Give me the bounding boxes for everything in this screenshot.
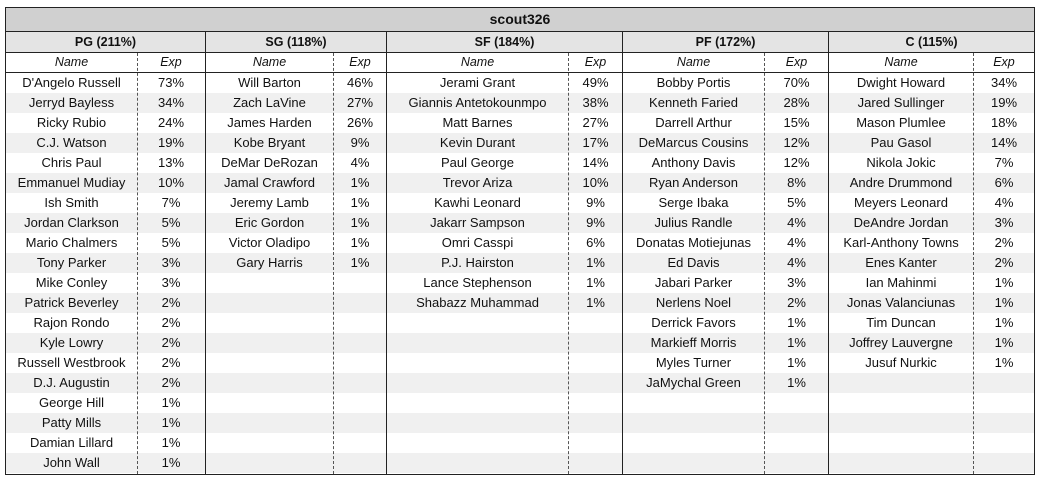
position-group [828, 32, 1034, 474]
player-name: Mike Conley [35, 275, 108, 290]
player-exposure: 27% [346, 95, 374, 110]
position-group [622, 32, 828, 474]
player-name: James Harden [227, 115, 312, 130]
table-row [6, 333, 205, 353]
table-row [6, 393, 205, 413]
table-row [829, 433, 1034, 453]
player-exposure: 9% [350, 135, 370, 150]
table-row [387, 413, 622, 433]
player-name: DeMar DeRozan [221, 155, 318, 170]
table-row [387, 253, 622, 273]
column-divider [764, 53, 765, 474]
player-name: Jakarr Sampson [430, 215, 525, 230]
player-exposure: 1% [161, 435, 181, 450]
player-exposure: 1% [994, 335, 1014, 350]
player-name: Jusuf Nurkic [865, 355, 937, 370]
table-row [206, 113, 386, 133]
table-row [387, 153, 622, 173]
player-name: Darrell Arthur [655, 115, 732, 130]
player-name: Zach LaVine [233, 95, 306, 110]
table-row [829, 233, 1034, 253]
table-row [387, 293, 622, 313]
group-header: C (115%) [829, 32, 1034, 53]
exp-column-header: Exp [160, 55, 182, 69]
player-name: Andre Drummond [849, 175, 953, 190]
table-row [623, 393, 828, 413]
player-exposure: 5% [161, 235, 181, 250]
player-name: Serge Ibaka [658, 195, 729, 210]
table-row [6, 153, 205, 173]
table-row [623, 293, 828, 313]
table-row [387, 333, 622, 353]
name-column-header: Name [676, 55, 711, 69]
player-exposure: 1% [994, 355, 1014, 370]
player-exposure: 2% [161, 355, 181, 370]
player-name: Bobby Portis [656, 75, 731, 90]
player-exposure: 9% [586, 215, 605, 230]
player-exposure: 1% [350, 175, 370, 190]
table-row [623, 193, 828, 213]
player-exposure: 1% [350, 195, 370, 210]
table-row [829, 213, 1034, 233]
table-row [6, 233, 205, 253]
player-name: Myles Turner [655, 355, 732, 370]
player-exposure: 1% [787, 335, 806, 350]
player-name: Ish Smith [44, 195, 99, 210]
table-row [206, 193, 386, 213]
player-name: Chris Paul [41, 155, 102, 170]
table-row [387, 73, 622, 93]
table-row [6, 253, 205, 273]
player-exposure: 1% [350, 215, 370, 230]
table-row [206, 433, 386, 453]
column-header-row [387, 53, 622, 73]
player-name: JaMychal Green [646, 375, 741, 390]
player-list [623, 73, 828, 473]
player-name: Mason Plumlee [856, 115, 946, 130]
player-exposure: 46% [346, 75, 374, 90]
table-row [6, 453, 205, 473]
player-exposure: 34% [157, 95, 185, 110]
player-exposure: 5% [787, 195, 806, 210]
player-name: Kobe Bryant [233, 135, 306, 150]
player-name: Ricky Rubio [36, 115, 107, 130]
player-name: John Wall [43, 455, 100, 470]
table-row [623, 233, 828, 253]
player-name: Meyers Leonard [854, 195, 948, 210]
player-exposure: 4% [350, 155, 370, 170]
table-row [206, 393, 386, 413]
table-row [387, 93, 622, 113]
player-name: D.J. Augustin [33, 375, 110, 390]
table-row [387, 353, 622, 373]
player-exposure: 5% [161, 215, 181, 230]
name-column-header: Name [252, 55, 287, 69]
name-column-header: Name [54, 55, 89, 69]
player-exposure: 3% [787, 275, 806, 290]
player-name: Kyle Lowry [39, 335, 104, 350]
player-name: Paul George [441, 155, 514, 170]
player-name: Ed Davis [667, 255, 720, 270]
table-row [387, 133, 622, 153]
column-header-row [829, 53, 1034, 73]
player-name: Rajon Rondo [33, 315, 110, 330]
player-name: Ryan Anderson [649, 175, 738, 190]
player-exposure: 1% [787, 355, 806, 370]
player-exposure: 4% [787, 215, 806, 230]
table-row [623, 433, 828, 453]
player-exposure: 3% [161, 255, 181, 270]
table-row [829, 333, 1034, 353]
player-name: Trevor Ariza [442, 175, 513, 190]
player-name: Giannis Antetokounmpo [408, 95, 547, 110]
player-exposure: 9% [586, 195, 605, 210]
player-name: Kenneth Faried [649, 95, 738, 110]
table-row [387, 313, 622, 333]
table-row [829, 413, 1034, 433]
table-row [623, 153, 828, 173]
exposure-sheet [5, 7, 1035, 475]
column-divider [568, 53, 569, 474]
player-name: Victor Oladipo [228, 235, 311, 250]
player-exposure: 19% [157, 135, 185, 150]
player-name: Shabazz Muhammad [416, 295, 539, 310]
player-exposure: 1% [994, 275, 1014, 290]
table-row [829, 113, 1034, 133]
table-row [623, 453, 828, 473]
player-name: Patrick Beverley [24, 295, 119, 310]
player-name: Jamal Crawford [223, 175, 316, 190]
player-exposure: 13% [157, 155, 185, 170]
table-row [829, 453, 1034, 473]
table-row [6, 433, 205, 453]
table-row [829, 73, 1034, 93]
player-name: Anthony Davis [651, 155, 736, 170]
player-exposure: 1% [787, 315, 806, 330]
player-exposure: 2% [161, 335, 181, 350]
player-exposure: 26% [346, 115, 374, 130]
player-exposure: 1% [350, 255, 370, 270]
player-exposure: 2% [994, 235, 1014, 250]
player-name: Patty Mills [41, 415, 102, 430]
player-exposure: 27% [582, 115, 609, 130]
player-name: Jonas Valanciunas [846, 295, 956, 310]
player-exposure: 73% [157, 75, 185, 90]
player-name: Donatas Motiejunas [636, 235, 751, 250]
player-exposure: 28% [783, 95, 810, 110]
position-group [386, 32, 622, 474]
player-exposure: 1% [994, 295, 1014, 310]
name-column-header: Name [460, 55, 495, 69]
table-row [206, 73, 386, 93]
table-row [387, 373, 622, 393]
player-name: DeMarcus Cousins [638, 135, 749, 150]
table-row [623, 333, 828, 353]
table-row [387, 173, 622, 193]
player-exposure: 1% [586, 275, 605, 290]
table-row [623, 253, 828, 273]
player-exposure: 2% [161, 315, 181, 330]
player-name: Nerlens Noel [655, 295, 732, 310]
table-row [206, 333, 386, 353]
player-name: Gary Harris [236, 255, 303, 270]
table-row [623, 93, 828, 113]
table-row [206, 413, 386, 433]
table-row [623, 373, 828, 393]
group-header: PG (211%) [6, 32, 205, 53]
table-row [829, 313, 1034, 333]
player-name: Nikola Jokic [866, 155, 936, 170]
table-row [387, 453, 622, 473]
table-row [206, 213, 386, 233]
table-row [829, 93, 1034, 113]
table-row [829, 153, 1034, 173]
table-row [387, 193, 622, 213]
table-row [6, 353, 205, 373]
player-name: Omri Casspi [441, 235, 514, 250]
table-row [6, 293, 205, 313]
player-name: Joffrey Lauvergne [849, 335, 953, 350]
table-row [6, 213, 205, 233]
player-exposure: 14% [582, 155, 609, 170]
table-row [829, 373, 1034, 393]
table-row [206, 453, 386, 473]
player-name: Russell Westbrook [17, 355, 126, 370]
player-exposure: 8% [787, 175, 806, 190]
table-row [829, 133, 1034, 153]
player-exposure: 2% [161, 295, 181, 310]
player-name: Ian Mahinmi [865, 275, 937, 290]
player-exposure: 1% [586, 295, 605, 310]
player-exposure: 1% [350, 235, 370, 250]
player-exposure: 1% [161, 415, 181, 430]
player-exposure: 6% [586, 235, 605, 250]
exp-column-header: Exp [584, 55, 607, 69]
table-row [206, 253, 386, 273]
table-row [829, 253, 1034, 273]
player-name: P.J. Hairston [441, 255, 514, 270]
player-name: Damian Lillard [29, 435, 114, 450]
group-header: PF (172%) [623, 32, 828, 53]
table-row [206, 313, 386, 333]
player-name: Will Barton [238, 75, 301, 90]
table-row [387, 113, 622, 133]
table-row [623, 273, 828, 293]
player-name: Jared Sullinger [857, 95, 945, 110]
player-exposure: 1% [586, 255, 605, 270]
player-exposure: 70% [783, 75, 810, 90]
table-row [206, 133, 386, 153]
name-column-header: Name [884, 55, 918, 69]
player-exposure: 1% [994, 315, 1014, 330]
column-divider [137, 53, 138, 474]
table-row [6, 193, 205, 213]
table-row [6, 413, 205, 433]
table-row [387, 433, 622, 453]
player-name: Tony Parker [36, 255, 107, 270]
table-row [6, 313, 205, 333]
table-row [206, 353, 386, 373]
player-name: Jerami Grant [439, 75, 516, 90]
player-exposure: 6% [994, 175, 1014, 190]
group-header: SG (118%) [206, 32, 386, 53]
player-name: Jordan Clarkson [24, 215, 119, 230]
player-list [387, 73, 622, 473]
player-exposure: 18% [990, 115, 1018, 130]
player-exposure: 1% [787, 375, 806, 390]
player-name: Jeremy Lamb [230, 195, 309, 210]
position-group [205, 32, 386, 474]
player-name: Enes Kanter [865, 255, 937, 270]
table-row [6, 373, 205, 393]
player-exposure: 7% [994, 155, 1014, 170]
player-list [6, 73, 205, 473]
player-exposure: 14% [990, 135, 1018, 150]
player-name: Mario Chalmers [25, 235, 118, 250]
table-row [206, 233, 386, 253]
table-row [387, 233, 622, 253]
player-exposure: 2% [161, 375, 181, 390]
player-name: C.J. Watson [36, 135, 107, 150]
table-row [623, 73, 828, 93]
table-row [623, 313, 828, 333]
table-row [206, 293, 386, 313]
player-exposure: 3% [161, 275, 181, 290]
player-name: Kevin Durant [439, 135, 516, 150]
player-list [829, 73, 1034, 473]
player-exposure: 4% [994, 195, 1014, 210]
player-exposure: 7% [161, 195, 181, 210]
column-divider [973, 53, 974, 474]
player-exposure: 1% [161, 455, 181, 470]
table-row [6, 93, 205, 113]
table-row [623, 213, 828, 233]
player-list [206, 73, 386, 473]
column-divider [333, 53, 334, 474]
table-row [206, 373, 386, 393]
player-name: Eric Gordon [234, 215, 305, 230]
player-name: Emmanuel Mudiay [17, 175, 126, 190]
column-header-row [623, 53, 828, 73]
table-row [829, 293, 1034, 313]
table-row [387, 273, 622, 293]
player-name: Matt Barnes [442, 115, 513, 130]
player-exposure: 4% [787, 235, 806, 250]
table-row [6, 73, 205, 93]
group-header: SF (184%) [387, 32, 622, 53]
player-exposure: 3% [994, 215, 1014, 230]
table-row [6, 173, 205, 193]
table-row [6, 133, 205, 153]
player-exposure: 12% [783, 155, 810, 170]
player-exposure: 38% [582, 95, 609, 110]
player-exposure: 2% [994, 255, 1014, 270]
table-row [6, 273, 205, 293]
player-name: Pau Gasol [870, 135, 932, 150]
player-name: Jabari Parker [654, 275, 733, 290]
player-name: Lance Stephenson [423, 275, 532, 290]
table-row [829, 273, 1034, 293]
player-name: Derrick Favors [651, 315, 736, 330]
table-row [623, 353, 828, 373]
table-row [829, 393, 1034, 413]
player-name: Julius Randle [654, 215, 733, 230]
player-name: Kawhi Leonard [434, 195, 521, 210]
player-exposure: 10% [157, 175, 185, 190]
table-row [623, 173, 828, 193]
player-exposure: 19% [990, 95, 1018, 110]
table-row [206, 93, 386, 113]
table-row [623, 113, 828, 133]
table-row [829, 353, 1034, 373]
player-exposure: 15% [783, 115, 810, 130]
player-exposure: 24% [157, 115, 185, 130]
exp-column-header: Exp [993, 55, 1015, 69]
table-row [206, 273, 386, 293]
table-row [387, 213, 622, 233]
table-row [6, 113, 205, 133]
player-exposure: 12% [783, 135, 810, 150]
exp-column-header: Exp [785, 55, 808, 69]
table-row [623, 413, 828, 433]
column-header-row [206, 53, 386, 73]
table-row [206, 173, 386, 193]
column-header-row [6, 53, 205, 73]
player-exposure: 49% [582, 75, 609, 90]
sheet-title: scout326 [6, 8, 1034, 32]
player-exposure: 17% [582, 135, 609, 150]
table-row [829, 193, 1034, 213]
table-row [829, 173, 1034, 193]
position-group [6, 32, 205, 474]
player-name: Jerryd Bayless [28, 95, 115, 110]
exp-column-header: Exp [349, 55, 371, 69]
player-name: George Hill [38, 395, 105, 410]
table-row [623, 133, 828, 153]
table-row [206, 153, 386, 173]
player-name: D'Angelo Russell [22, 75, 121, 90]
player-exposure: 4% [787, 255, 806, 270]
player-name: Markieff Morris [650, 335, 737, 350]
player-exposure: 10% [582, 175, 609, 190]
player-name: Tim Duncan [866, 315, 936, 330]
player-exposure: 2% [787, 295, 806, 310]
player-name: Dwight Howard [856, 75, 946, 90]
player-name: Karl-Anthony Towns [843, 235, 959, 250]
table-row [387, 393, 622, 413]
player-exposure: 34% [990, 75, 1018, 90]
player-exposure: 1% [161, 395, 181, 410]
player-name: DeAndre Jordan [853, 215, 949, 230]
